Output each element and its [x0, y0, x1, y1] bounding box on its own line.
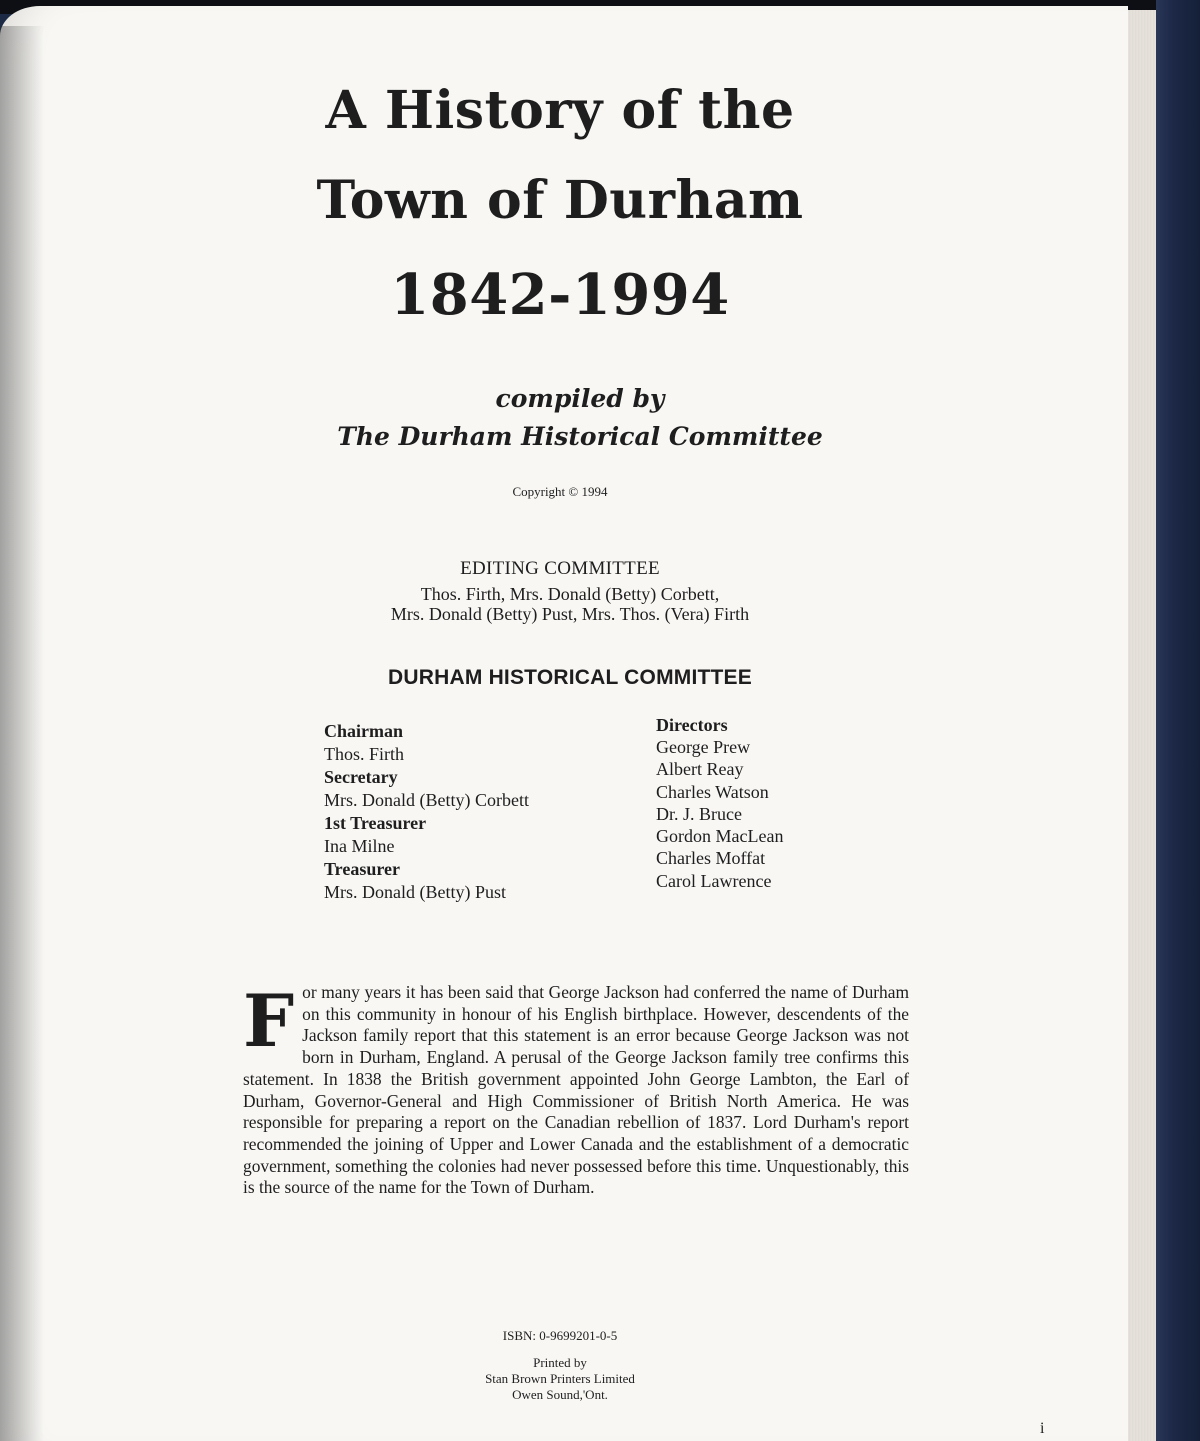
- director-name: Dr. J. Bruce: [656, 803, 742, 824]
- title-line-1: A History of the: [325, 80, 795, 141]
- drop-cap: F: [243, 978, 295, 1063]
- printer-location: Owen Sound,'Ont.: [512, 1387, 608, 1402]
- title-years: 1842-1994: [390, 262, 730, 328]
- compiled-by: compiled by: [495, 384, 665, 413]
- officer-role: 1st Treasurer: [324, 813, 427, 833]
- copyright-notice: Copyright © 1994: [512, 484, 608, 499]
- page-stack-edge: [1126, 10, 1156, 1441]
- isbn: ISBN: 0-9699201-0-5: [502, 1328, 618, 1343]
- officer-name: Mrs. Donald (Betty) Corbett: [324, 790, 529, 810]
- officers-column: [324, 720, 624, 904]
- director-name: Carol Lawrence: [656, 870, 772, 891]
- printer-name: Stan Brown Printers Limited: [485, 1371, 635, 1386]
- editing-committee-names-1: Thos. Firth, Mrs. Donald (Betty) Corbett,: [420, 584, 720, 604]
- gutter-shadow: [0, 26, 44, 1441]
- history-paragraph-text: or many years it has been said that George Jackson had conferred the name of Durham on this community in honour of his English birthplace. However, descendents of the Jackson family report that this statement is an error because George Jackson was not born in Durham, England. A perusal of the George Jackson family tree confirms this statement. In 1838 the British government appointed John George Lambton, the Earl of Durham, Governor-General and High Commissioner of British North America. He was responsible for preparing a report on the Canadian rebellion of 1837. Lord Durham's report recommended the joining of Upper and Lower Canada and the establishment of a democratic government, something the colonies had never possessed before this time. Unquestionably, this is the source of the name for the Town of Durham.: [243, 982, 909, 1198]
- book-cover-edge: [1156, 0, 1200, 1441]
- director-name: Charles Watson: [656, 781, 769, 802]
- historical-committee-heading: DURHAM HISTORICAL COMMITTEE: [388, 666, 752, 689]
- officer-name: Mrs. Donald (Betty) Pust: [324, 882, 506, 902]
- officer-name: Thos. Firth: [324, 744, 405, 764]
- printed-by: Printed by: [533, 1355, 587, 1370]
- history-paragraph: [243, 978, 909, 1199]
- page-number: i: [1040, 1420, 1045, 1437]
- directors-column: [656, 714, 916, 892]
- director-name: Charles Moffat: [656, 848, 766, 869]
- title-line-2: Town of Durham: [316, 170, 804, 231]
- officer-name: Ina Milne: [324, 836, 395, 856]
- compiler-name: The Durham Historical Committee: [337, 422, 823, 451]
- director-name: George Prew: [656, 737, 751, 757]
- officer-role: Treasurer: [324, 859, 400, 879]
- title-page: [0, 6, 1128, 1441]
- directors-heading: Directors: [656, 715, 728, 735]
- director-name: Albert Reay: [656, 759, 744, 780]
- officer-role: Chairman: [324, 721, 404, 741]
- director-name: Gordon MacLean: [656, 826, 784, 847]
- officer-role: Secretary: [324, 767, 398, 787]
- editing-committee-heading: EDITING COMMITTEE: [460, 558, 660, 579]
- editing-committee-names-2: Mrs. Donald (Betty) Pust, Mrs. Thos. (Vera) Firth: [390, 604, 750, 624]
